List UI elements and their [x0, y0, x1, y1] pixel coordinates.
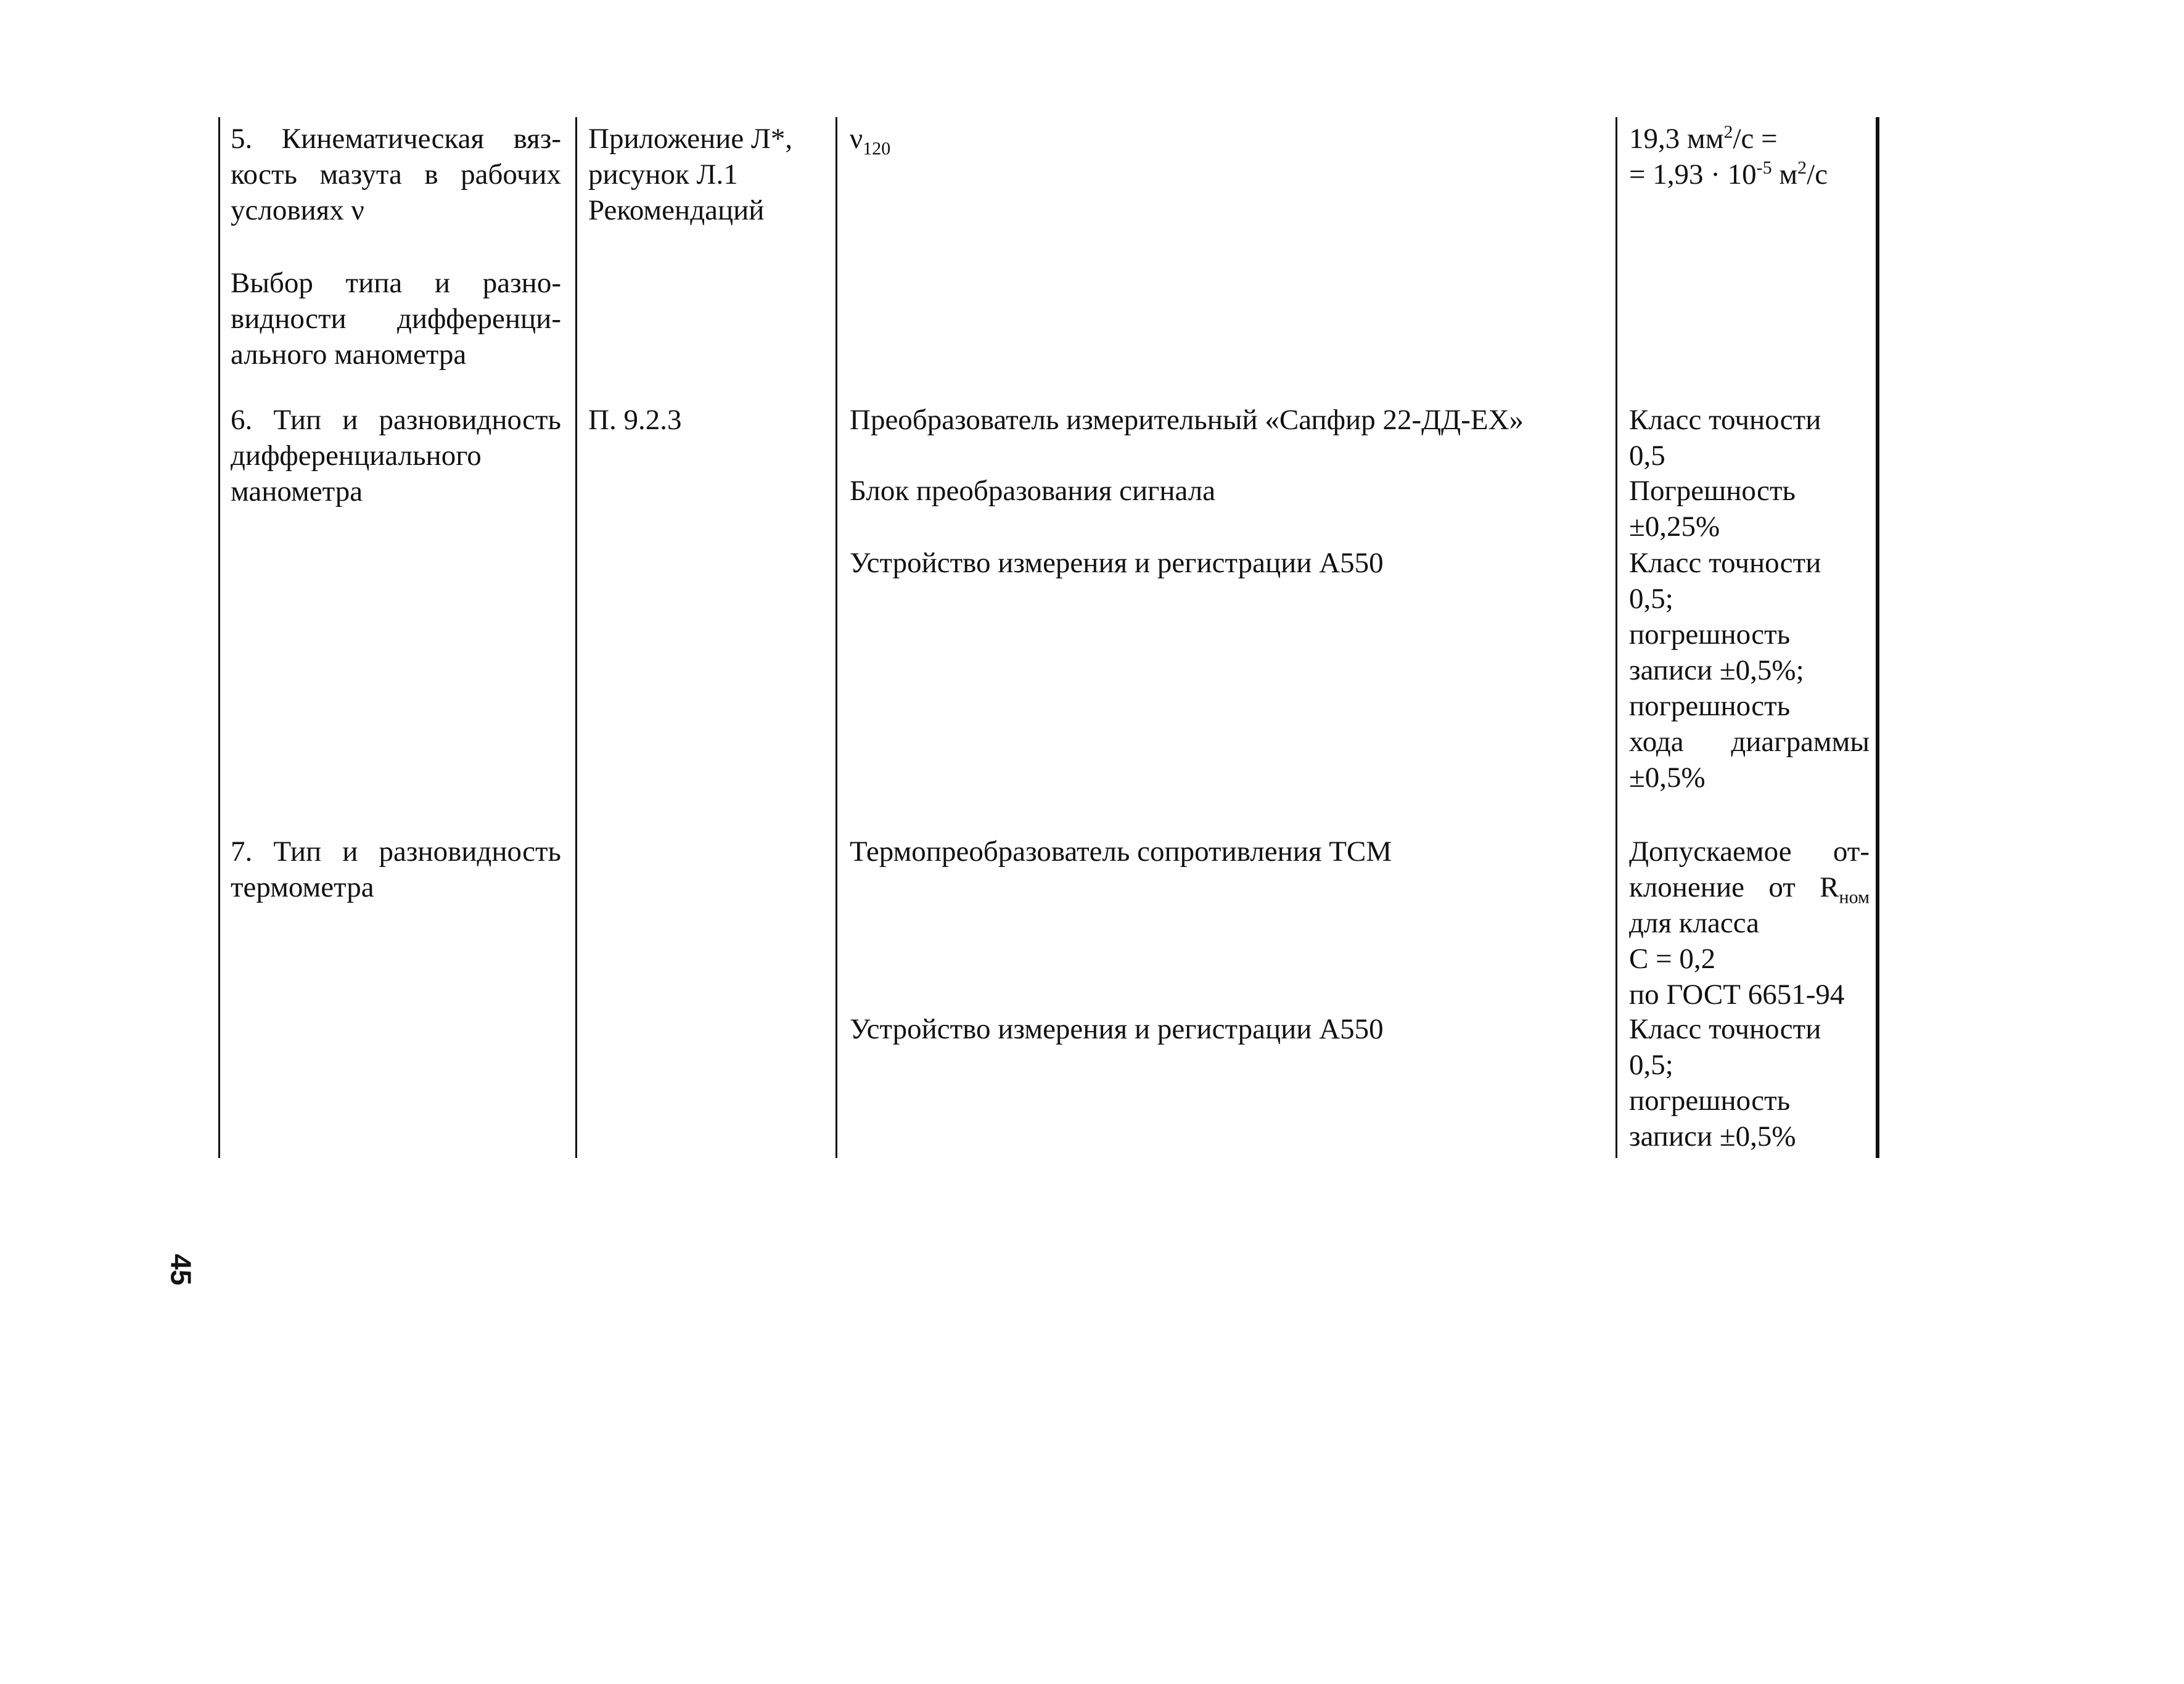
row6-value-1: Класс точности 0,5 [1629, 404, 1821, 472]
row5-subheading [231, 265, 561, 372]
column-rule-right [1876, 117, 1879, 1158]
row7-parameter [231, 834, 561, 905]
row6-source [588, 402, 681, 438]
row5-source-line2: рисунок Л.1 [588, 158, 738, 191]
row7-value-1: Допускаемое от- клонение от $R_{ном}$ для класса С = 0,2 по ГОСТ 6651-94 [1629, 836, 1870, 1011]
column-rule-4 [1615, 117, 1617, 1158]
row7-value-2: Класс точности 0,5; погрешность записи ±0,5% [1629, 1013, 1821, 1152]
page-number: 45 [165, 1254, 197, 1286]
row6-parameter-line1: 6. Тип и разновидность [231, 404, 561, 436]
row5-value-line2: = $1,93 \cdot 10^{-5}$ $м^2/с$ [1629, 157, 1828, 191]
row5-subheading-line1: Выбор типа и разно- [231, 267, 561, 299]
row6-parameter-line2: дифференциального [231, 440, 482, 472]
column-rule-left [218, 117, 220, 1158]
row6-value-2: Погрешность ±0,25% [1629, 475, 1796, 543]
row7-device-1: Термопреобразователь сопротивления ТСМ [850, 836, 1392, 868]
row5-value [1629, 121, 1870, 192]
row6-value-3: Класс точности 0,5; погрешность записи ±0,5%; погрешность хода диаграммы ±0,5% [1629, 547, 1870, 794]
row6-device-2: Блок преобразования сигнала [850, 475, 1216, 507]
row5-source-line3: Рекомендаций [588, 194, 765, 226]
row5-parameter [231, 121, 561, 228]
row5-parameter-line3: условиях ν [231, 194, 364, 226]
column-rule-3 [835, 117, 837, 1158]
nu-symbol: ν [850, 123, 863, 155]
row5-formula [850, 121, 890, 157]
row5-parameter-line2: кость мазута в рабочих [231, 158, 561, 191]
row5-subheading-line2: видности дифференци- [231, 303, 561, 335]
nu-subscript: 120 [863, 138, 891, 159]
row6-parameter-line3: манометра [231, 475, 363, 507]
row5-parameter-line1: 5. Кинематическая вяз- [231, 123, 561, 155]
row7-parameter-line1: 7. Тип и разновидность [231, 836, 561, 868]
row5-source [588, 121, 823, 228]
column-rule-2 [575, 117, 577, 1158]
row6-device-1: Преобразователь измерительный «Сапфир 22-ДД-ЕХ» [850, 404, 1524, 436]
row7-device-2: Устройство измерения и регистрации А550 [850, 1013, 1384, 1045]
row5-subheading-line3: ального манометра [231, 339, 467, 371]
row6-device-3: Устройство измерения и регистрации А550 [850, 547, 1384, 579]
row6-source-line1: П. 9.2.3 [588, 404, 682, 436]
row5-source-line1: Приложение Л*, [588, 123, 793, 155]
row7-parameter-line2: термометра [231, 871, 374, 903]
row5-value-line1: 19,3 $мм^2/с$ = [1629, 121, 1778, 155]
row6-parameter [231, 402, 561, 509]
